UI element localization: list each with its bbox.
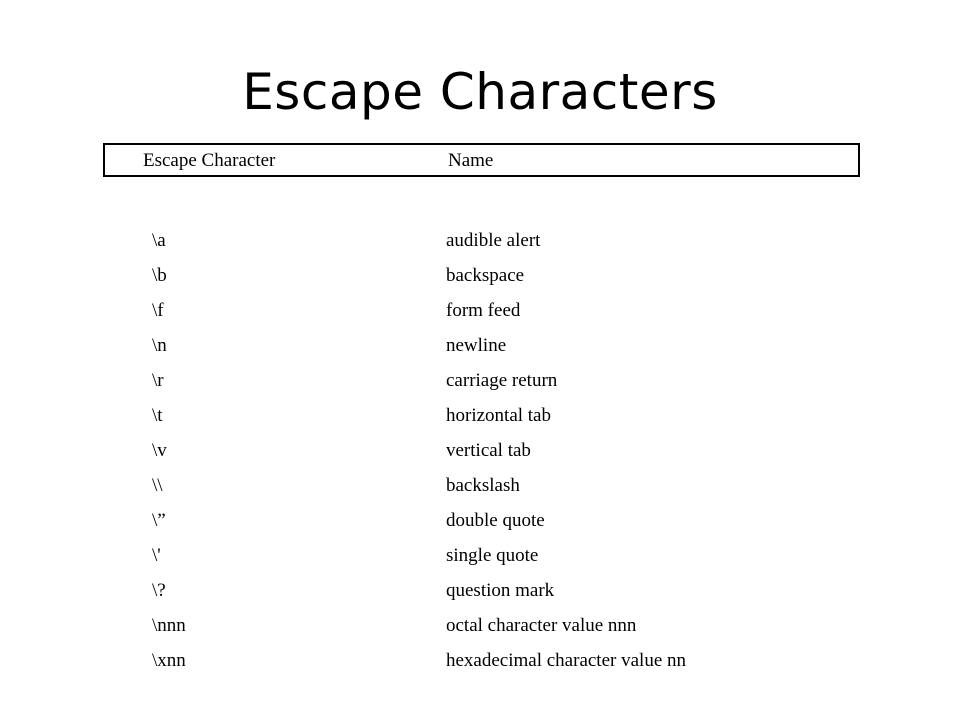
escape-code: \t (152, 405, 163, 426)
escape-code: \? (152, 580, 166, 601)
escape-name: octal character value nnn (446, 615, 637, 636)
escape-name: question mark (446, 580, 555, 601)
escape-name: backslash (446, 475, 520, 496)
escape-code: \' (152, 545, 161, 566)
escape-name: double quote (446, 510, 545, 531)
escape-name: newline (446, 335, 507, 356)
escape-name: form feed (446, 300, 521, 321)
table-row (0, 645, 960, 680)
escape-name: hexadecimal character value nn (446, 650, 686, 671)
escape-name: backspace (446, 265, 525, 286)
table-row (0, 505, 960, 540)
table-row (0, 540, 960, 575)
escape-code: \v (152, 440, 167, 461)
escape-code: \b (152, 265, 167, 286)
page-title: Escape Characters (242, 63, 718, 121)
escape-code: \nnn (152, 615, 186, 636)
table-row (0, 260, 960, 295)
table-row (0, 400, 960, 435)
escape-code: \\ (152, 475, 163, 496)
escape-name: audible alert (446, 230, 541, 251)
escape-character-table (0, 225, 960, 680)
escape-code: \a (152, 230, 166, 251)
escape-code: \f (152, 300, 164, 321)
table-row (0, 295, 960, 330)
column-header-escape-character: Escape Character (143, 150, 276, 171)
escape-code: \xnn (152, 650, 186, 671)
escape-code: \” (152, 510, 166, 531)
table-row (0, 575, 960, 610)
table-header (103, 143, 860, 177)
escape-code: \n (152, 335, 167, 356)
table-row (0, 225, 960, 260)
escape-name: single quote (446, 545, 539, 566)
table-row (0, 470, 960, 505)
column-header-name: Name (448, 150, 494, 171)
table-row (0, 330, 960, 365)
table-row (0, 610, 960, 645)
escape-name: vertical tab (446, 440, 531, 461)
escape-name: horizontal tab (446, 405, 551, 426)
table-row (0, 365, 960, 400)
table-row (0, 435, 960, 470)
escape-name: carriage return (446, 370, 558, 391)
escape-code: \r (152, 370, 164, 391)
